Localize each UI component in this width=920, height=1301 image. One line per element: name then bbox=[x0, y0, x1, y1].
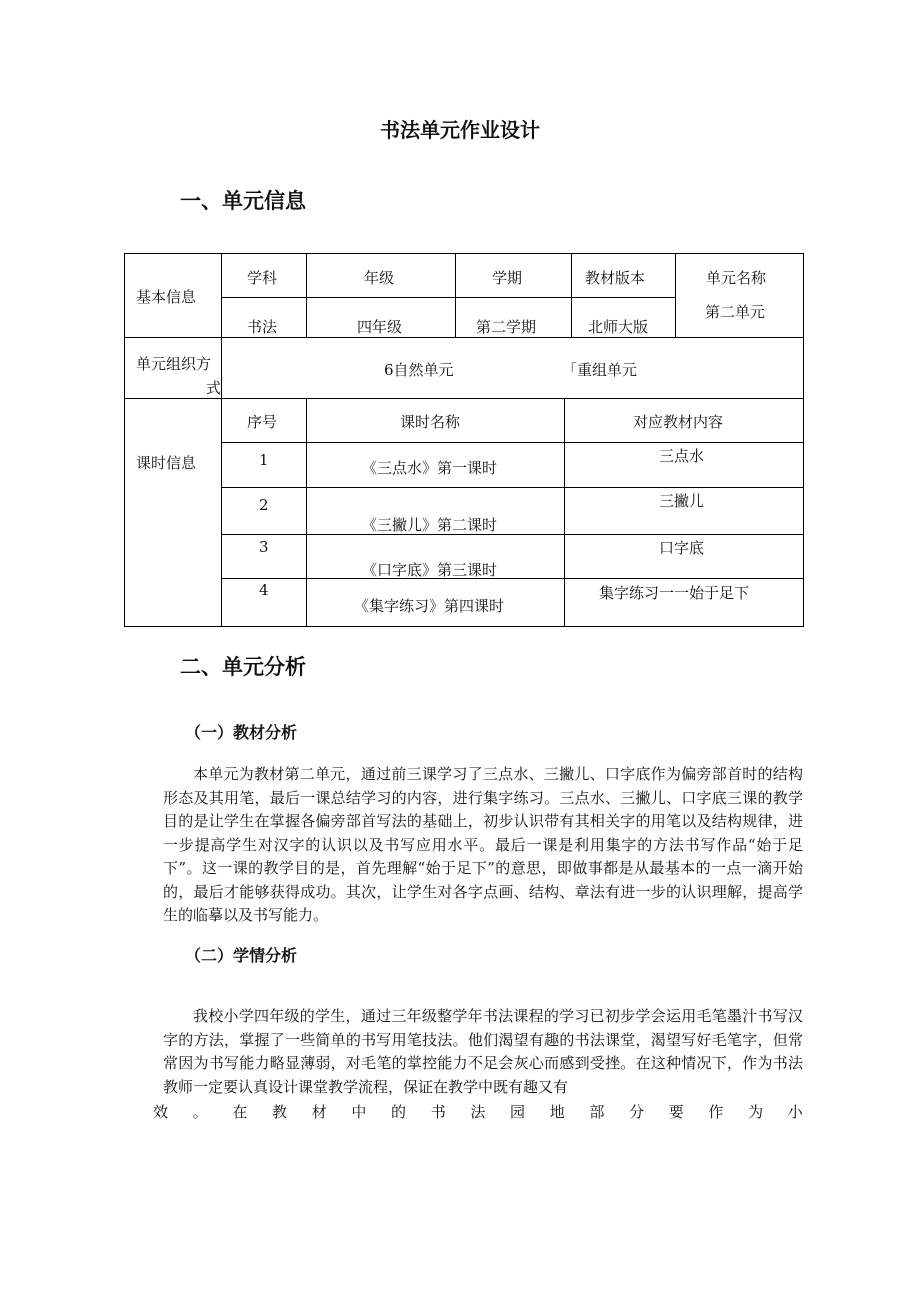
section-heading-unit-analysis: 二、单元分析 bbox=[180, 655, 306, 679]
table-col-divider bbox=[306, 253, 307, 338]
section-heading-unit-info: 一、单元信息 bbox=[180, 189, 306, 213]
value-grade: 四年级 bbox=[357, 318, 403, 336]
char: 书 bbox=[430, 1103, 446, 1121]
header-lesson-name: 课时名称 bbox=[400, 413, 461, 431]
table-border-left bbox=[124, 253, 125, 627]
table-col-divider bbox=[306, 398, 307, 627]
header-grade: 年级 bbox=[364, 269, 395, 287]
char: 教 bbox=[272, 1103, 288, 1121]
char: 地 bbox=[549, 1103, 565, 1121]
table-divider-basic bbox=[124, 337, 804, 338]
char: 作 bbox=[708, 1103, 724, 1121]
char: 。 bbox=[192, 1103, 208, 1121]
unit-info-table bbox=[124, 253, 804, 627]
lesson-3-name: 《口字底》第三课时 bbox=[362, 561, 498, 579]
table-row-divider bbox=[221, 487, 804, 488]
lesson-3-content: 口字底 bbox=[659, 539, 705, 557]
textbook-analysis-paragraph: 本单元为教材第二单元，通过前三课学习了三点水、三撇儿、口字底作为偏旁部首时的结构形态及其用笔，最后一课总结学习的内容，进行集字练习。三点水、三撇儿、口字底三课的教学目的是让学生在掌握各偏旁部首写法的基础上，初步认识带有其相关字的用笔以及结构规律，进一步提高学生对汉字的认识以及书写应用水平。最后一课是利用集字的方法书写作品“始于足下”。这一课的教学目的是，首先理解“始于足下”的意思，即做事都是从最基本的一点一滴开始的，最后才能够获得成功。其次，让学生对各字点画、结构、章法有进一步的认识理解，提高学生的临摹以及书写能力。 bbox=[163, 765, 803, 924]
char: 部 bbox=[589, 1103, 605, 1121]
lesson-3-no: 3 bbox=[259, 538, 269, 556]
org-option-regroup: 「重组单元 bbox=[562, 361, 638, 379]
lesson-2-name: 《三撇儿》第二课时 bbox=[362, 516, 498, 534]
header-edition: 教材版本 bbox=[585, 269, 646, 287]
header-lesson-no: 序号 bbox=[247, 413, 278, 431]
lesson-1-no: 1 bbox=[259, 451, 269, 469]
table-row-divider bbox=[221, 442, 804, 443]
table-col-divider bbox=[564, 398, 565, 627]
table-divider-basic-header bbox=[221, 297, 675, 298]
lesson-4-name: 《集字练习》第四课时 bbox=[354, 597, 505, 615]
char: 园 bbox=[510, 1103, 526, 1121]
char: 小 bbox=[787, 1103, 803, 1121]
row-label-org-line1: 单元组织方 bbox=[136, 355, 212, 373]
document-title: 书法单元作业设计 bbox=[380, 118, 540, 142]
char: 在 bbox=[232, 1103, 248, 1121]
char: 材 bbox=[311, 1103, 327, 1121]
table-border-bottom bbox=[124, 626, 804, 627]
student-analysis-paragraph: 我校小学四年级的学生，通过三年级整学年书法课程的学习已初步学会运用毛笔墨汁书写汉字的方法，掌握了一些简单的书写用笔技法。他们渴望有趣的书法课堂，渴望写好毛笔字，但常常因为书写能力略显薄弱，对毛笔的掌控能力不足会灰心而感到受挫。在这种情况下，作为书法教师一定要认真设计课堂教学流程，保证在教学中既有趣又有 bbox=[163, 1007, 803, 1096]
table-row-divider bbox=[221, 534, 804, 535]
subheading-textbook-analysis: （一）教材分析 bbox=[185, 723, 298, 742]
table-border-top bbox=[124, 253, 804, 254]
lesson-1-content: 三点水 bbox=[659, 447, 705, 465]
table-divider-org bbox=[124, 398, 804, 399]
header-unit-name: 单元名称 bbox=[706, 269, 767, 287]
char: 分 bbox=[629, 1103, 645, 1121]
char: 法 bbox=[470, 1103, 486, 1121]
header-subject: 学科 bbox=[247, 269, 278, 287]
lesson-1-name: 《三点水》第一课时 bbox=[362, 459, 498, 477]
subheading-student-analysis: （二）学情分析 bbox=[185, 946, 298, 965]
table-label-divider bbox=[221, 253, 222, 627]
row-label-basic-info: 基本信息 bbox=[136, 288, 197, 306]
lesson-2-no: 2 bbox=[259, 496, 269, 514]
table-col-divider bbox=[675, 253, 676, 338]
student-analysis-last-line bbox=[153, 1101, 803, 1125]
value-term: 第二学期 bbox=[476, 318, 537, 336]
value-unit-name: 第二单元 bbox=[705, 303, 766, 321]
header-term: 学期 bbox=[492, 269, 523, 287]
org-option-natural: 6自然单元 bbox=[384, 361, 454, 379]
table-border-right bbox=[803, 253, 804, 627]
header-lesson-content: 对应教材内容 bbox=[633, 413, 724, 431]
char: 中 bbox=[351, 1103, 367, 1121]
table-row-divider bbox=[221, 578, 804, 579]
char: 要 bbox=[668, 1103, 684, 1121]
lesson-2-content: 三撇儿 bbox=[659, 492, 705, 510]
row-label-lessons: 课时信息 bbox=[136, 454, 197, 472]
table-col-divider bbox=[571, 253, 572, 338]
char: 为 bbox=[748, 1103, 764, 1121]
value-subject: 书法 bbox=[247, 318, 278, 336]
lesson-4-no: 4 bbox=[259, 581, 269, 599]
char: 的 bbox=[391, 1103, 407, 1121]
row-label-org-line2: 式 bbox=[206, 379, 222, 397]
lesson-4-content: 集字练习一一始于足下 bbox=[599, 584, 750, 602]
value-edition: 北师大版 bbox=[588, 318, 649, 336]
char: 效 bbox=[153, 1103, 169, 1121]
table-col-divider bbox=[455, 253, 456, 338]
